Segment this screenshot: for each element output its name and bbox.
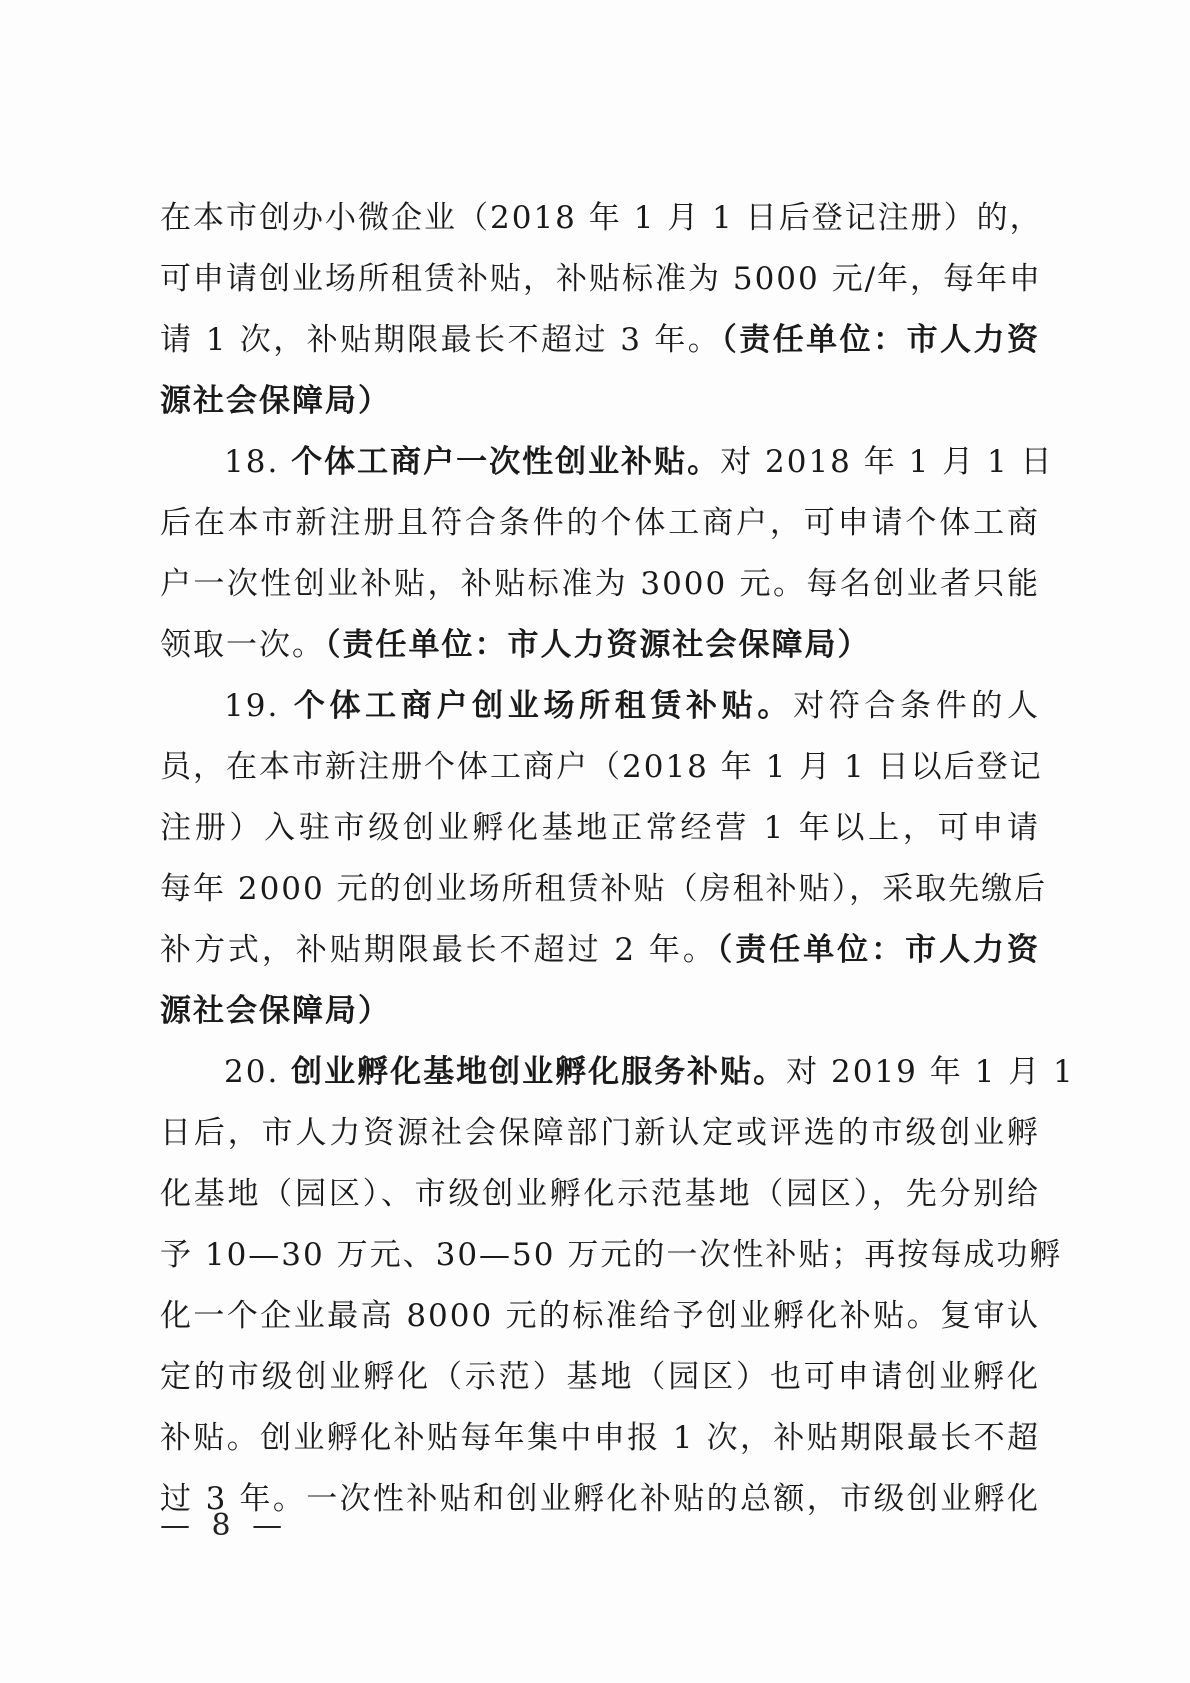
line-tail-text: 对符合条件的人 xyxy=(793,688,1041,724)
text-line xyxy=(160,676,1040,737)
text-line xyxy=(160,1103,1040,1164)
text-line xyxy=(160,249,1043,310)
text-line xyxy=(160,1164,1040,1225)
line-text: 过 3 年。一次性补贴和创业孵化补贴的总额，市级创业孵化 xyxy=(160,1481,1040,1517)
line-bold-text: 源社会保障局） xyxy=(160,993,391,1029)
text-line xyxy=(160,432,1054,493)
text-line xyxy=(160,737,1043,798)
line-bold-text: 个体工商户创业场所租赁补贴。 xyxy=(293,688,794,724)
line-text: 注册）入驻市级创业孵化基地正常经营 1 年以上，可申请 xyxy=(160,810,1040,846)
line-tail-text: 对 2019 年 1 月 1 xyxy=(786,1054,1075,1090)
text-line xyxy=(160,554,1040,615)
text-line xyxy=(160,1408,1040,1469)
line-text: 定的市级创业孵化（示范）基地（园区）也可申请创业孵化 xyxy=(160,1359,1040,1395)
line-tail-text: 对 2018 年 1 月 1 日 xyxy=(720,444,1054,480)
line-text: 予 10—30 万元、30—50 万元的一次性补贴；再按每成功孵 xyxy=(160,1237,1063,1273)
line-text: 补贴。创业孵化补贴每年集中申报 1 次，补贴期限最长不超 xyxy=(160,1420,1040,1456)
text-line xyxy=(160,859,1048,920)
text-line xyxy=(160,1469,1040,1530)
document-body xyxy=(160,188,1075,1530)
line-bold-text: （责任单位：市人力资源社会保障局） xyxy=(325,627,871,663)
text-line xyxy=(160,615,1040,676)
text-line xyxy=(160,1225,1063,1286)
text-line xyxy=(160,1042,1075,1103)
line-text: 可申请创业场所租赁补贴，补贴标准为 5000 元/年，每年申 xyxy=(160,261,1043,297)
text-line xyxy=(160,981,1040,1042)
line-bold-text: （责任单位：市人力资 xyxy=(721,322,1040,358)
line-text: 19. xyxy=(224,688,294,724)
page-number: — 8 — xyxy=(160,1508,289,1543)
line-text: 请 1 次，补贴期限最长不超过 3 年。 xyxy=(160,322,722,358)
text-line xyxy=(160,188,1043,249)
text-line xyxy=(160,310,1040,371)
line-text: 20. xyxy=(224,1054,292,1090)
text-line xyxy=(160,920,1040,981)
line-text: 补方式，补贴期限最长不超过 2 年。 xyxy=(160,932,717,968)
line-text: 日后，市人力资源社会保障部门新认定或评选的市级创业孵 xyxy=(160,1115,1040,1151)
text-line xyxy=(160,1347,1040,1408)
text-line xyxy=(160,371,1040,432)
line-bold-text: 创业孵化基地创业孵化服务补贴。 xyxy=(291,1054,787,1090)
line-text: 员，在本市新注册个体工商户（2018 年 1 月 1 日以后登记 xyxy=(160,749,1043,785)
line-bold-text: 源社会保障局） xyxy=(160,383,391,419)
line-text: 化一个企业最高 8000 元的标准给予创业孵化补贴。复审认 xyxy=(160,1298,1040,1334)
line-bold-text: 个体工商户一次性创业补贴。 xyxy=(291,444,721,480)
line-text: 18. xyxy=(224,444,292,480)
text-line xyxy=(160,1286,1040,1347)
line-text: 化基地（园区）、市级创业孵化示范基地（园区），先分别给 xyxy=(160,1176,1040,1212)
text-line xyxy=(160,493,1040,554)
line-text: 每年 2000 元的创业场所租赁补贴（房租补贴），采取先缴后 xyxy=(160,871,1048,907)
text-line xyxy=(160,798,1040,859)
line-text: 后在本市新注册且符合条件的个体工商户，可申请个体工商 xyxy=(160,505,1040,541)
line-text: 在本市创办小微企业（2018 年 1 月 1 日后登记注册）的， xyxy=(160,200,1043,236)
line-text: 户一次性创业补贴，补贴标准为 3000 元。每名创业者只能 xyxy=(160,566,1040,602)
line-text: 领取一次。 xyxy=(160,627,325,663)
line-bold-text: （责任单位：市人力资 xyxy=(716,932,1041,968)
